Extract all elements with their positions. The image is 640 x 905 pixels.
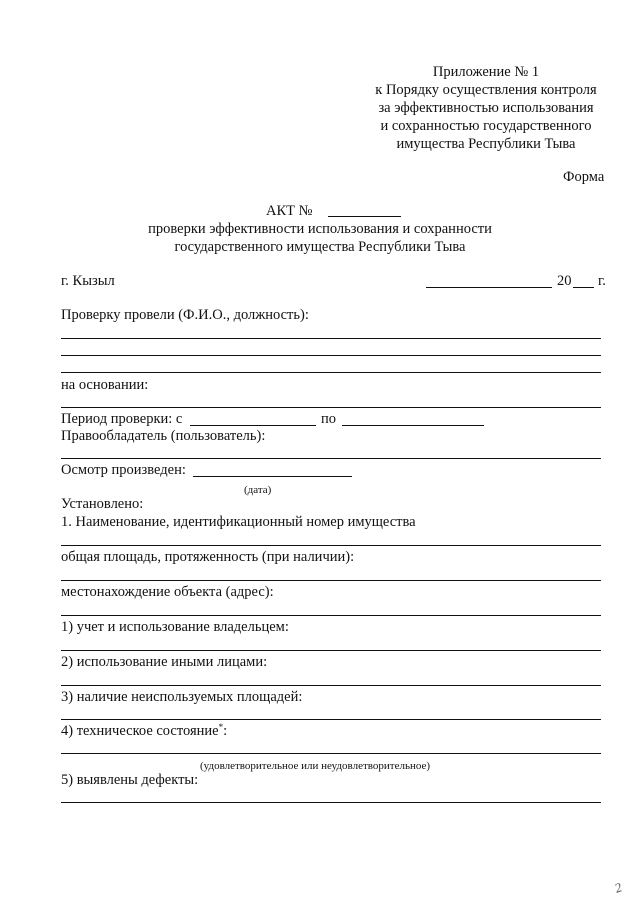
date-year-line[interactable] — [573, 287, 594, 288]
act-title: АКТ № — [266, 203, 313, 219]
appendix-line-1: Приложение № 1 — [432, 64, 540, 80]
area-line[interactable] — [61, 580, 601, 581]
tech-state-text: 4) техническое состояние — [61, 723, 219, 739]
inspectors-label: Проверку провели (Ф.И.О., должность): — [61, 307, 309, 323]
inspection-date-line[interactable] — [193, 476, 352, 477]
defects-line[interactable] — [61, 802, 601, 803]
place: г. Кызыл — [61, 273, 115, 289]
defects-label: 5) выявлены дефекты: — [61, 772, 199, 788]
period-to-label: по — [321, 411, 337, 427]
others-use-label: 2) использование иными лицами: — [61, 654, 268, 670]
date-year-prefix: 20 — [557, 273, 572, 289]
date-year-suffix: г. — [598, 273, 606, 289]
tech-state-line[interactable] — [61, 753, 601, 754]
period-to-line[interactable] — [342, 425, 484, 426]
area-label: общая площадь, протяженность (при наличии): — [61, 549, 355, 565]
period-from-label: Период проверки: с — [61, 411, 183, 427]
act-subtitle-line-2: государственного имущества Республики Тыва — [174, 239, 466, 255]
inspectors-line-1[interactable] — [61, 338, 601, 339]
tech-state-label — [61, 723, 227, 739]
appendix-line-4: и сохранностью государственного — [380, 118, 592, 134]
inspection-label: Осмотр произведен: — [61, 462, 186, 478]
appendix-line-3: за эффективностью использования — [378, 100, 594, 116]
page-number-mark: 2 — [612, 879, 624, 896]
location-line[interactable] — [61, 615, 601, 616]
others-use-line[interactable] — [61, 685, 601, 686]
basis-line[interactable] — [61, 407, 601, 408]
owner-line[interactable] — [61, 458, 601, 459]
act-subtitle-line-1: проверки эффективности использования и сохранности — [148, 221, 492, 237]
item-1-label: 1. Наименование, идентификационный номер имущества — [61, 514, 416, 530]
appendix-line-5: имущества Республики Тыва — [396, 136, 576, 152]
item-1-line[interactable] — [61, 545, 601, 546]
accounting-label: 1) учет и использование владельцем: — [61, 619, 289, 635]
period-from-line[interactable] — [190, 425, 316, 426]
established-label: Установлено: — [61, 496, 144, 512]
owner-label: Правообладатель (пользователь): — [61, 428, 266, 444]
location-label: местонахождение объекта (адрес): — [61, 584, 274, 600]
inspectors-line-3[interactable] — [61, 372, 601, 373]
tech-state-colon: : — [223, 723, 228, 739]
inspection-date-hint: (дата) — [244, 484, 272, 496]
form-label: Форма — [563, 169, 605, 185]
tech-state-hint: (удовлетворительное или неудовлетворительное) — [200, 760, 431, 772]
tech-state-footnote-mark: * — [218, 722, 224, 732]
unused-areas-label: 3) наличие неиспользуемых площадей: — [61, 689, 303, 705]
date-day-month-line[interactable] — [426, 287, 552, 288]
inspectors-line-2[interactable] — [61, 355, 601, 356]
appendix-line-2: к Порядку осуществления контроля — [375, 82, 597, 98]
accounting-line[interactable] — [61, 650, 601, 651]
basis-label: на основании: — [61, 377, 149, 393]
act-number-line[interactable] — [328, 216, 401, 217]
unused-areas-line[interactable] — [61, 719, 601, 720]
